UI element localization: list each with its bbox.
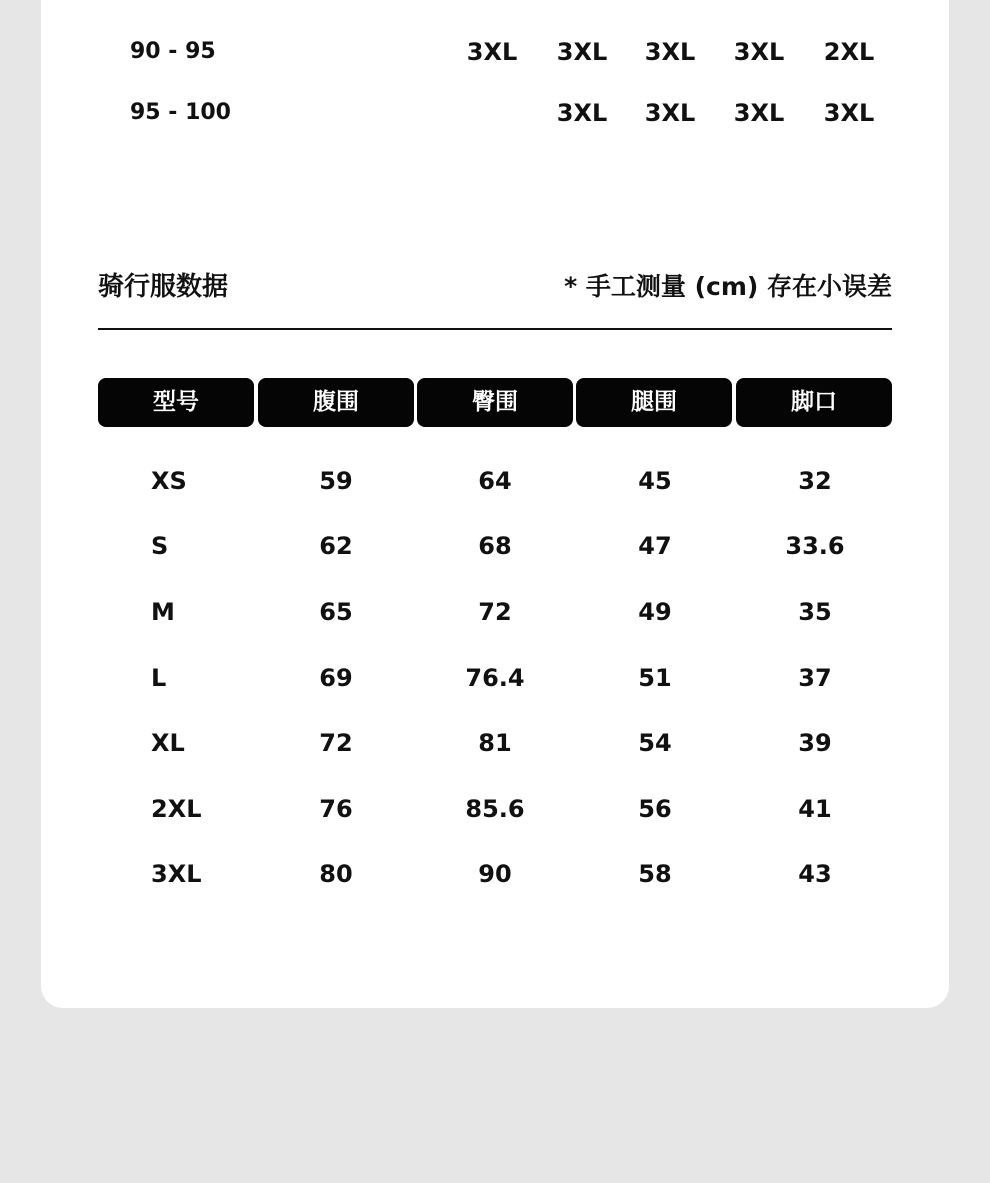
thigh-cell: 56 bbox=[638, 795, 672, 823]
waist-cell: 65 bbox=[319, 598, 353, 626]
header-thigh: 腿围 bbox=[576, 378, 732, 427]
hip-cell: 72 bbox=[478, 598, 512, 626]
hip-cell: 76.4 bbox=[465, 664, 525, 692]
hem-cell: 35 bbox=[798, 598, 832, 626]
thigh-cell: 45 bbox=[638, 467, 672, 495]
table-row bbox=[0, 854, 990, 894]
size-cell: 2XL bbox=[151, 795, 202, 823]
hem-cell: 37 bbox=[798, 664, 832, 692]
divider bbox=[98, 328, 892, 330]
thigh-cell: 51 bbox=[638, 664, 672, 692]
size-cell: M bbox=[151, 598, 175, 626]
thigh-cell: 49 bbox=[638, 598, 672, 626]
size-cell: S bbox=[151, 532, 169, 560]
hem-cell: 39 bbox=[798, 729, 832, 757]
waist-cell: 72 bbox=[319, 729, 353, 757]
section-title: 骑行服数据 bbox=[98, 272, 229, 302]
table-row bbox=[0, 789, 990, 829]
header-hip: 臀围 bbox=[417, 378, 573, 427]
waist-cell: 80 bbox=[319, 860, 353, 888]
weight-table-row bbox=[0, 93, 990, 133]
waist-cell: 62 bbox=[319, 532, 353, 560]
size-value: 3XL bbox=[466, 38, 518, 66]
thigh-cell: 54 bbox=[638, 729, 672, 757]
hip-cell: 64 bbox=[478, 467, 512, 495]
size-value: 3XL bbox=[733, 99, 785, 127]
size-cell: XL bbox=[151, 729, 185, 757]
hem-cell: 33.6 bbox=[785, 532, 845, 560]
header-hem: 脚口 bbox=[736, 378, 892, 427]
weight-table-row bbox=[0, 32, 990, 72]
hip-cell: 68 bbox=[478, 532, 512, 560]
table-row bbox=[0, 526, 990, 566]
table-row bbox=[0, 592, 990, 632]
hem-cell: 32 bbox=[798, 467, 832, 495]
size-value: 2XL bbox=[823, 38, 875, 66]
table-row bbox=[0, 658, 990, 698]
size-cell: 3XL bbox=[151, 860, 202, 888]
waist-cell: 59 bbox=[319, 467, 353, 495]
header-size: 型号 bbox=[98, 378, 254, 427]
size-cell: XS bbox=[151, 467, 187, 495]
size-value: 3XL bbox=[556, 99, 608, 127]
size-cell: L bbox=[151, 664, 167, 692]
table-row bbox=[0, 723, 990, 763]
hem-cell: 41 bbox=[798, 795, 832, 823]
size-value: 3XL bbox=[644, 99, 696, 127]
weight-range: 95 - 100 bbox=[130, 100, 231, 125]
weight-range: 90 - 95 bbox=[130, 39, 216, 64]
thigh-cell: 58 bbox=[638, 860, 672, 888]
size-value: 3XL bbox=[733, 38, 785, 66]
hip-cell: 81 bbox=[478, 729, 512, 757]
table-row bbox=[0, 461, 990, 501]
size-value: 3XL bbox=[556, 38, 608, 66]
hem-cell: 43 bbox=[798, 860, 832, 888]
size-value: 3XL bbox=[823, 99, 875, 127]
measurement-note: * 手工测量 (cm) 存在小误差 bbox=[564, 272, 892, 301]
header-waist: 腹围 bbox=[258, 378, 414, 427]
thigh-cell: 47 bbox=[638, 532, 672, 560]
waist-cell: 76 bbox=[319, 795, 353, 823]
hip-cell: 90 bbox=[478, 860, 512, 888]
waist-cell: 69 bbox=[319, 664, 353, 692]
size-value: 3XL bbox=[644, 38, 696, 66]
hip-cell: 85.6 bbox=[465, 795, 525, 823]
